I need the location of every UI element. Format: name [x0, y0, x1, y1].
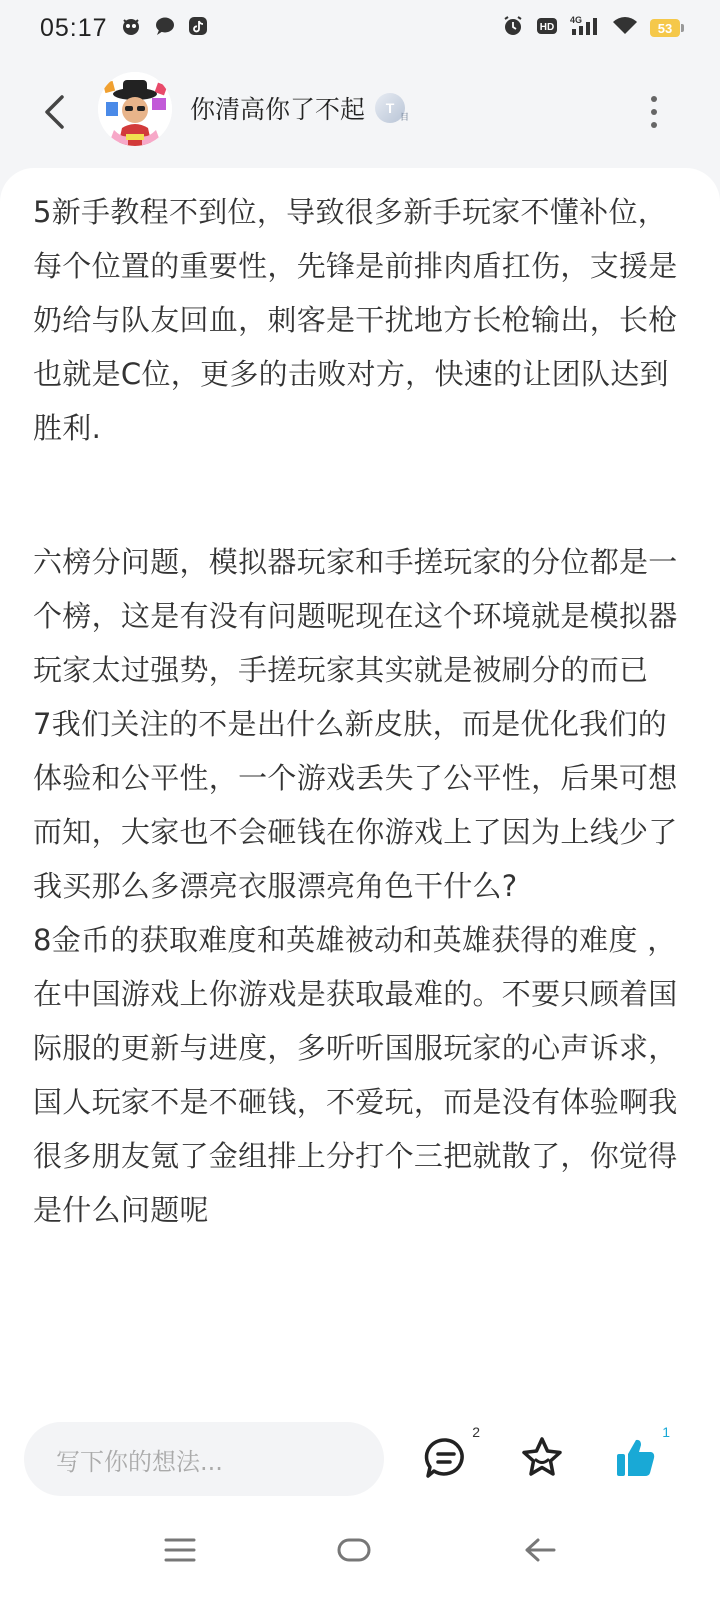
- post-body: [33, 185, 683, 1237]
- back-button[interactable]: [36, 90, 72, 134]
- status-right: [502, 15, 684, 41]
- user-level-badge: [375, 93, 410, 123]
- more-dot-2: [651, 109, 657, 115]
- avatar-image: [98, 72, 172, 146]
- author-avatar[interactable]: [98, 72, 172, 146]
- user-level-badge-sub: 目: [400, 112, 410, 122]
- svg-text:HD: HD: [539, 22, 555, 33]
- signal-4g-icon: [570, 15, 600, 41]
- comment-button[interactable]: [418, 1424, 480, 1486]
- home-icon: [336, 1537, 372, 1563]
- more-dot-1: [651, 96, 657, 102]
- status-time: 05:17: [40, 13, 108, 42]
- comment-icon: [424, 1436, 468, 1480]
- battery-level: 53: [650, 19, 680, 37]
- menu-icon: [164, 1537, 196, 1563]
- user-level-badge-letter: T: [385, 100, 395, 116]
- like-button[interactable]: [608, 1424, 670, 1486]
- battery-icon: [650, 19, 684, 37]
- hd-icon: [536, 16, 558, 40]
- post-header: [0, 62, 720, 162]
- back-nav-button[interactable]: [510, 1530, 570, 1570]
- more-dot-3: [651, 122, 657, 128]
- back-nav-arrow-icon: [524, 1537, 556, 1563]
- wifi-icon: [612, 16, 638, 40]
- post-paragraph: 六榜分问题，模拟器玩家和手搓玩家的分位都是一个榜，这是有没有问题呢现在这个环境就是模拟器玩家太过强势，手搓玩家其实就是被刷分的而已: [33, 545, 678, 687]
- post-paragraph: 5新手教程不到位，导致很多新手玩家不懂补位，每个位置的重要性，先锋是前排肉盾扛伤，支援是奶给与队友回血，刺客是干扰地方长枪输出，长枪也就是C位，更多的击败对方，快速的让团队达到胜利.: [33, 195, 678, 445]
- paragraph-gap: [33, 455, 683, 535]
- status-left: [40, 14, 208, 43]
- menu-nav-button[interactable]: [150, 1530, 210, 1570]
- like-count: 1: [662, 1424, 670, 1440]
- bottom-action-bar: [0, 1400, 720, 1510]
- author-name: 你清高你了不起: [190, 95, 366, 124]
- more-options-button[interactable]: [644, 92, 664, 132]
- star-icon: [519, 1435, 565, 1481]
- battery-tip: [681, 24, 684, 32]
- message-notification-icon: [154, 16, 176, 40]
- system-navigation-bar: [0, 1510, 720, 1600]
- thumbs-up-icon: [613, 1435, 659, 1481]
- favorite-button[interactable]: [514, 1430, 570, 1486]
- status-bar: [0, 0, 720, 56]
- post-paragraph: 7我们关注的不是出什么新皮肤，而是优化我们的体验和公平性，一个游戏丢失了公平性，后果可想而知，大家也不会砸钱在你游戏上了因为上线少了 我买那么多漂亮衣服漂亮角色干什么?: [33, 707, 678, 903]
- home-nav-button[interactable]: [324, 1530, 384, 1570]
- post-paragraph: 8金币的获取难度和英雄被动和英雄获得的难度 ，在中国游戏上你游戏是获取最难的。不要只顾着国际服的更新与进度，多听听国服玩家的心声诉求，国人玩家不是不砸钱，不爱玩，而是没有体验啊我很多朋友氪了金组排上分打个三把就散了，你觉得是什么问题呢: [33, 923, 678, 1227]
- post-content-card: [0, 168, 720, 1400]
- comment-count: 2: [472, 1424, 480, 1440]
- author-info[interactable]: [190, 90, 410, 126]
- app-notification-icon: [120, 16, 142, 40]
- comment-input[interactable]: 写下你的想法...: [24, 1422, 384, 1496]
- alarm-icon: [502, 15, 524, 41]
- back-arrow-icon: [42, 94, 66, 130]
- svg-text:4G: 4G: [570, 15, 583, 25]
- tiktok-notification-icon: [188, 16, 208, 40]
